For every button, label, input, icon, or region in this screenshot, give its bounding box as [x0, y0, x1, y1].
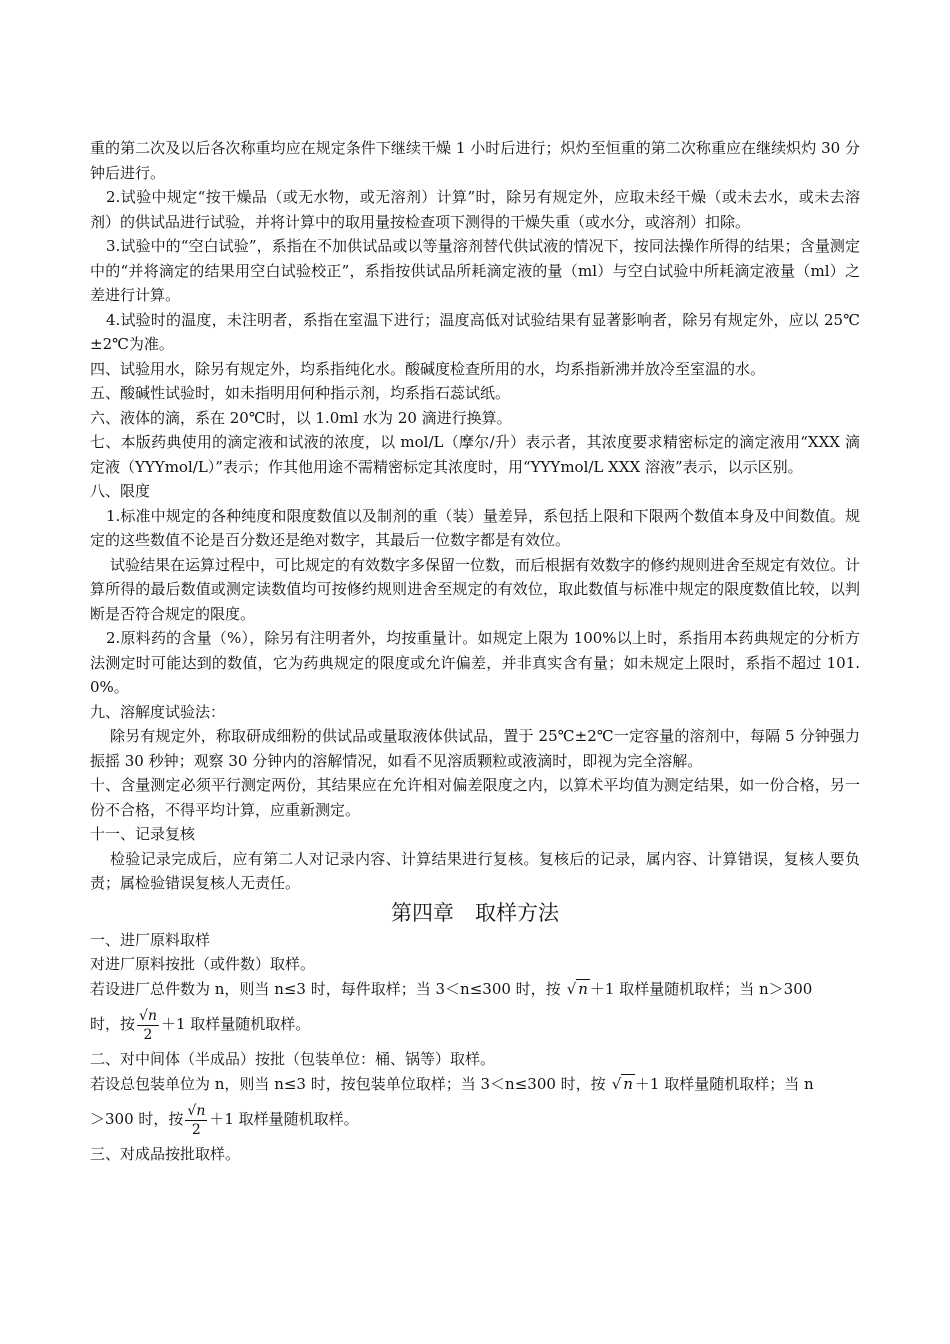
document-page	[90, 136, 860, 1167]
section-10-assay: 十、含量测定必须平行测定两份，其结果应在允许相对偏差限度之内，以算术平均值为测定结果，如一份合格，另一份不合格，不得平均计算，应重新测定。	[90, 776, 860, 819]
paragraph-temperature: 4.试验时的温度，未注明者，系指在室温下进行；温度高低对试验结果有显著影响者，除另有规定外，应以 25℃±2℃为准。	[90, 310, 860, 353]
sampling-s1-line1: 对进厂原料按批（或件数）取样。	[90, 955, 316, 973]
sampling-s1-line2	[90, 977, 860, 1002]
radical-sign: √	[139, 1007, 148, 1024]
section-8-heading: 八、限度	[90, 482, 151, 500]
section-5-indicator: 五、酸碱性试验时，如未指明用何种指示剂，均系指石蕊试纸。	[90, 384, 511, 402]
paragraph-drying-continued: 重的第二次及以后各次称重均应在规定条件下继续干燥 1 小时后进行；炽灼至恒重的第二次称重应在继续炽灼 30 分钟后进行。	[90, 139, 860, 182]
paragraph-blank-test: 3.试验中的“空白试验”，系指在不加供试品或以等量溶剂替代供试液的情况下，按同法操作所得的结果；含量测定中的“并将滴定的结果用空白试验校正”，系指按供试品所耗滴定液的量（ml）与空白试验中所耗滴定液量（ml）之差进行计算。	[90, 237, 860, 304]
sqrt-n-formula	[561, 977, 590, 1002]
sampling-s2-line1	[90, 1072, 860, 1097]
sampling-s1-line2-text-b: ＋1 取样量随机取样；当 n＞300	[589, 979, 813, 998]
section-4-water: 四、试验用水，除另有规定外，均系指纯化水。酸碱度检查所用的水，均系指新沸并放冷至室温的水。	[90, 359, 766, 378]
sampling-s3-heading: 三、对成品按批取样。	[90, 1145, 241, 1163]
sampling-s2-line1-text-b: ＋1 取样量随机取样；当 n	[634, 1074, 814, 1093]
paragraph-rounding: 试验结果在运算过程中，可比规定的有效数字多保留一位数，而后根据有效数字的修约规则进舍至规定有效位。计算所得的最后数值或测定读数值均可按修约规则进舍至规定的有效位，取此数值与标准中规定的限度数值比较，以判断是否符合规定的限度。	[90, 555, 861, 623]
sampling-s1-line3	[90, 1001, 860, 1047]
fraction-denominator: 2	[143, 1026, 153, 1043]
radicand: n	[578, 979, 588, 998]
fraction-denominator: 2	[191, 1121, 201, 1138]
section-6-drops: 六、液体的滴，系在 20℃时，以 1.0ml 水为 20 滴进行换算。	[90, 408, 512, 427]
sampling-s2-line2	[90, 1096, 860, 1142]
sampling-s1-line3-text-a: 时，按	[90, 1015, 136, 1033]
paragraph-record-review: 检验记录完成后，应有第二人对记录内容、计算结果进行复核。复核后的记录，属内容、计算错误，复核人要负责；属检验错误复核人无责任。	[90, 849, 860, 892]
sampling-s2-heading: 二、对中间体（半成品）按批（包装单位：桶、锅等）取样。	[90, 1050, 496, 1068]
sampling-s1-line2-text-a: 若设进厂总件数为 n，则当 n≤3 时，每件取样；当 3＜n≤300 时，按	[90, 979, 561, 998]
radical-sign: √	[611, 1074, 622, 1093]
sampling-s2-line2-text-b: ＋1 取样量随机取样。	[209, 1110, 359, 1128]
radicand: n	[196, 1102, 206, 1119]
sampling-s2-line1-text-a: 若设总包装单位为 n，则当 n≤3 时，按包装单位取样；当 3＜n≤300 时，按	[90, 1074, 606, 1093]
section-7-concentration: 七、本版药典使用的滴定液和试液的浓度，以 mol/L（摩尔/升）表示者，其浓度要求精密标定的滴定液用“XXX 滴定液（YYYmol/L）”表示；作其他用途不需精密标定其浓度时，用“YYYmol/L XXX 溶液”表示，以示区别。	[90, 433, 860, 476]
section-9-heading: 九、溶解度试验法：	[90, 702, 226, 721]
sampling-s1-line3-text-b: ＋1 取样量随机取样。	[160, 1015, 311, 1033]
paragraph-limits-1: 1.标准中规定的各种纯度和限度数值以及制剂的重（装）量差异，系包括上限和下限两个数值本身及中间数值。规定的这些数值不论是百分数还是绝对数字，其最后一位数字都是有效位。	[90, 506, 860, 549]
chapter-title: 第四章 取样方法	[391, 900, 559, 925]
radicand: n	[623, 1074, 633, 1093]
paragraph-dry-basis: 2.试验中规定“按干燥品（或无水物，或无溶剂）计算”时，除另有规定外，应取未经干燥（或未去水，或未去溶剂）的供试品进行试验，并将计算中的取用量按检查项下测得的干燥失重（或水分，或溶剂）扣除。	[90, 188, 860, 231]
radical-sign: √	[187, 1102, 197, 1119]
fraction-sqrt-n-over-2	[137, 1007, 159, 1044]
sampling-s2-line2-text-a: ＞300 时，按	[90, 1110, 184, 1128]
radicand: n	[147, 1007, 157, 1024]
paragraph-limits-2: 2.原料药的含量（%），除另有注明者外，均按重量计。如规定上限为 100%以上时，系指用本药典规定的分析方法测定时可能达到的数值，它为药典规定的限度或允许偏差，并非真实含有量；如未规定上限时，系指不超过 101.0%。	[90, 629, 860, 696]
fraction-sqrt-n-over-2	[185, 1102, 207, 1139]
sqrt-n-formula	[606, 1072, 635, 1097]
paragraph-solubility: 除另有规定外，称取研成细粉的供试品或量取液体供试品，置于 25℃±2℃一定容量的溶剂中，每隔 5 分钟强力振摇 30 秒钟；观察 30 分钟内的溶解情况，如看不见溶质颗粒或液滴时，即视为完全溶解。	[90, 727, 860, 770]
section-11-heading: 十一、记录复核	[90, 825, 196, 843]
sampling-s1-heading: 一、进厂原料取样	[90, 930, 211, 949]
fraction-numerator	[137, 1007, 159, 1026]
radical-sign: √	[566, 979, 577, 998]
fraction-numerator	[185, 1102, 207, 1121]
